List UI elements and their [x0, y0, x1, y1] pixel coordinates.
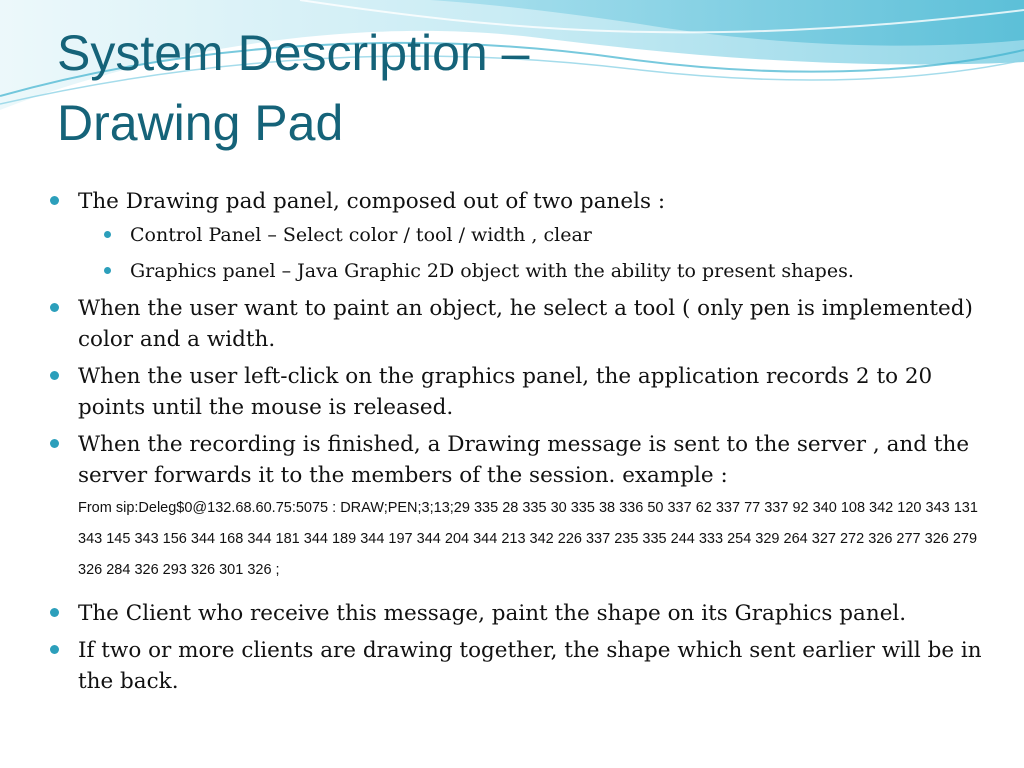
bullet-item [48, 186, 988, 285]
bullet-dot-icon [50, 371, 59, 380]
bullet-item [48, 598, 988, 629]
sub-bullet-item [78, 221, 988, 249]
bullet-dot-icon [50, 196, 59, 205]
example-message: From sip:Deleg$0@132.68.60.75:5075 : DRAW;PEN;3;13;29 335 28 335 30 335 38 336 50 337 62 337 77 337 92 340 108 342 120 343 131 343 145 343 156 344 168 344 181 344 189 344 197 344 204 344 213 342 226 337 235 335 244 333 254 329 264 327 272 326 277 326 279 326 284 326 293 326 301 326 ; [78, 500, 978, 578]
bullet-text: When the recording is finished, a Drawing message is sent to the server , and the server forwards it to the members of the session. example : [78, 432, 970, 488]
title-line-2: Drawing Pad [57, 95, 344, 151]
bullet-dot-icon [50, 645, 59, 654]
bullet-text: The Drawing pad panel, composed out of two panels : [78, 189, 666, 214]
bullet-dot-icon [50, 303, 59, 312]
bullet-text: The Client who receive this message, paint the shape on its Graphics panel. [78, 601, 907, 626]
bullet-item [48, 429, 988, 586]
sub-bullet-list [78, 221, 988, 285]
title-line-1: System Description – [57, 25, 530, 81]
bullet-item [48, 361, 988, 423]
bullet-dot-icon [50, 608, 59, 617]
bullet-dot-icon [50, 439, 59, 448]
sub-bullet-text: Graphics panel – Java Graphic 2D object with the ability to present shapes. [130, 260, 854, 282]
sub-bullet-dot-icon [104, 231, 111, 238]
bullet-item [48, 293, 988, 355]
slide-title [57, 18, 529, 158]
sub-bullet-dot-icon [104, 267, 111, 274]
bullet-item [48, 635, 988, 697]
bullet-list [48, 186, 988, 703]
sub-bullet-item [78, 257, 988, 285]
sub-bullet-text: Control Panel – Select color / tool / width , clear [130, 224, 592, 246]
bullet-text: If two or more clients are drawing together, the shape which sent earlier will be in the back. [78, 638, 982, 694]
bullet-text: When the user want to paint an object, he select a tool ( only pen is implemented) color and a width. [78, 296, 973, 352]
bullet-text: When the user left-click on the graphics panel, the application records 2 to 20 points until the mouse is released. [78, 364, 933, 420]
